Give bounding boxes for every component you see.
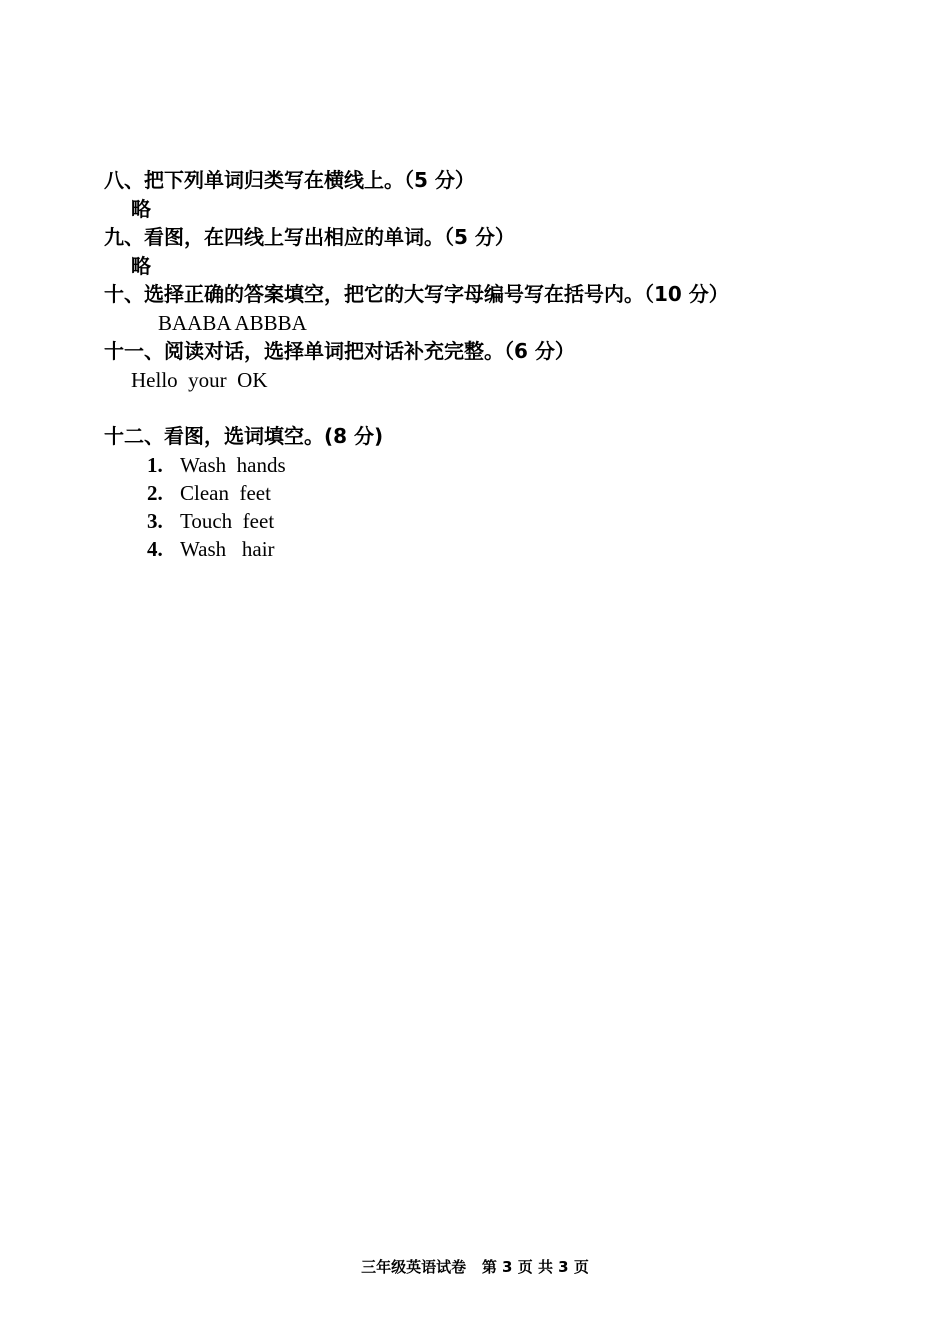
section-10-heading: 十、选择正确的答案填空，把它的大写字母编号写在括号内。（10 分）: [104, 282, 729, 306]
section-9-heading: 九、看图，在四线上写出相应的单词。（5 分）: [104, 225, 515, 249]
list-item-text: Touch feet: [180, 509, 275, 533]
list-item-number: 3.: [147, 509, 163, 533]
list-item-number: 4.: [147, 537, 163, 561]
list-item-number: 2.: [147, 481, 163, 505]
section-11-heading: 十一、阅读对话，选择单词把对话补充完整。（6 分）: [104, 339, 575, 363]
section-9-answer: 略: [131, 254, 151, 278]
list-item-text: Wash hands: [180, 453, 286, 477]
page-footer: 三年级英语试卷 第 3 页 共 3 页: [361, 1258, 589, 1276]
section-8-answer: 略: [131, 197, 151, 221]
list-item-number: 1.: [147, 453, 163, 477]
section-11-answer: Hello your OK: [131, 368, 268, 392]
section-8-heading: 八、把下列单词归类写在横线上。（5 分）: [104, 168, 475, 192]
list-item-text: Clean feet: [180, 481, 271, 505]
list-item-text: Wash hair: [180, 537, 275, 561]
section-10-answer: BAABA ABBBA: [158, 311, 307, 335]
section-12-heading: 十二、看图，选词填空。(8 分): [104, 424, 384, 448]
